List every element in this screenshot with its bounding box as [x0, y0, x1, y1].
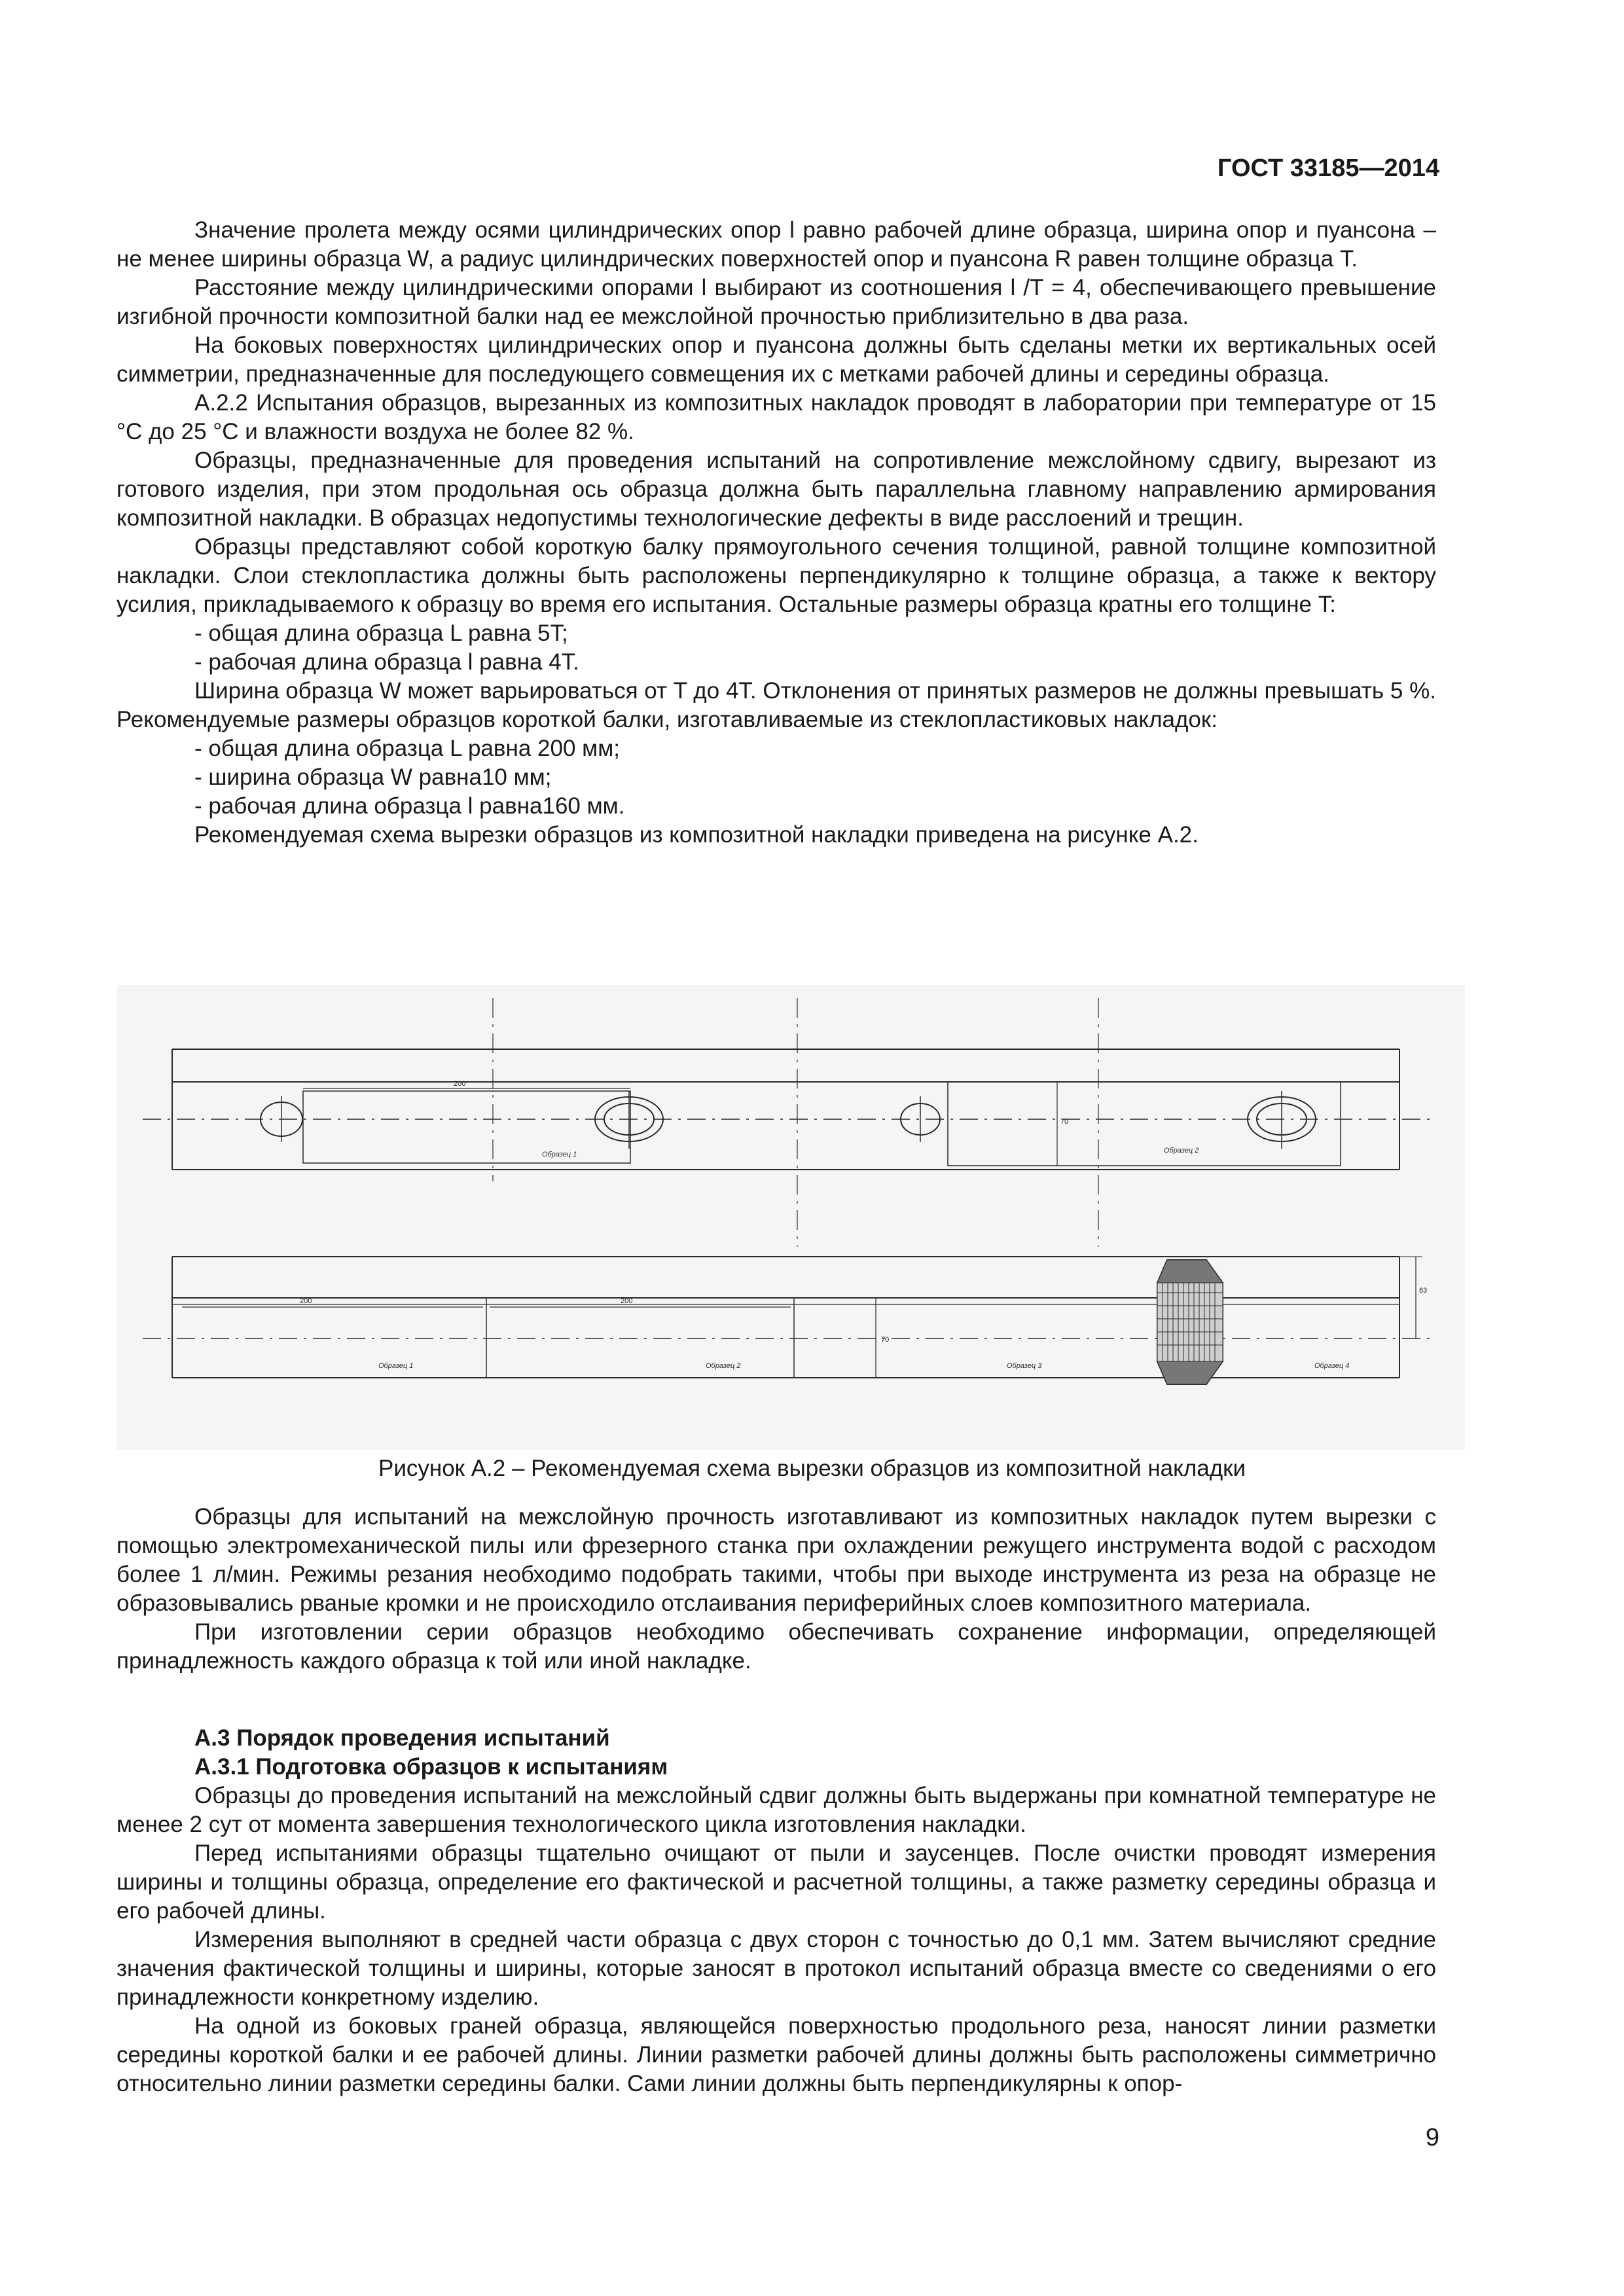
paragraph: Образцы представляют собой короткую балку прямоугольного сечения толщиной, равной толщине композитной накладки. Слои стеклопластика должны быть расположены перпендикулярно к толщине образца, а также к вектору усилия, прикладываемого к образцу во время его испытания. Остальные размеры образца кратны его толщине T:	[117, 534, 1436, 617]
paragraph: Значение пролета между осями цилиндрических опор l равно рабочей длине образца, ширина опор и пуансона – не менее ширины образца W, а радиус цилиндрических поверхностей опор и пуансона R равен толщине образца T.	[117, 217, 1436, 272]
sample-label: Образец 2	[1164, 1147, 1199, 1155]
list-item: - рабочая длина образца l равна160 мм.	[194, 793, 625, 819]
dim-label: 200	[621, 1297, 633, 1305]
paragraph: Ширина образца W может варьироваться от T до 4T. Отклонения от принятых размеров не должны превышать 5 %. Рекомендуемые размеры образцов короткой балки, изготавливаемые из стеклопластиковых накладок:	[117, 678, 1436, 732]
figure-caption: Рисунок А.2 – Рекомендуемая схема вырезки образцов из композитной накладки	[378, 1456, 1246, 1481]
dim-width-label: 70	[1060, 1118, 1069, 1126]
paragraph: Образцы для испытаний на межслойную прочность изготавливают из композитных накладок путем вырезки с помощью электромеханической пилы или фрезерного станка при охлаждении режущего инструмента водой с расходом более 1 л/мин. Режимы резания необходимо подобрать такими, чтобы при выходе инструмента из реза на образце не образовывались рваные кромки и не происходило отслаивания периферийных слоев композитного материала.	[117, 1504, 1436, 1616]
sample-label: Образец 1	[542, 1151, 577, 1158]
dim-width-label: 70	[881, 1336, 890, 1344]
page-number: 9	[1425, 2124, 1439, 2151]
section-heading: А.3 Порядок проведения испытаний	[194, 1725, 610, 1751]
list-item: - общая длина образца L равна 200 мм;	[194, 736, 620, 761]
paragraph: Рекомендуемая схема вырезки образцов из композитной накладки приведена на рисунке А.2.	[194, 822, 1199, 848]
paragraph: Перед испытаниями образцы тщательно очищают от пыли и заусенцев. После очистки проводят измерения ширины и толщины образца, определение его фактической и расчетной толщины, а также разметку середины образца и его рабочей длины.	[117, 1840, 1436, 1924]
top-view	[143, 998, 1432, 1247]
paragraph: Образцы, предназначенные для проведения испытаний на сопротивление межслойному сдвигу, вырезают из готового изделия, при этом продольная ось образца должна быть параллельна главному направлению армирования композитной накладки. В образцах недопустимы технологические дефекты в виде расслоений и трещин.	[117, 448, 1436, 531]
paragraph: На боковых поверхностях цилиндрических опор и пуансона должны быть сделаны метки их вертикальных осей симметрии, предназначенные для последующего совмещения их с метками рабочей длины и середины образца.	[117, 332, 1436, 387]
paragraph: Измерения выполняют в средней части образца с двух сторон с точностью до 0,1 мм. Затем вычисляют средние значения фактической толщины и ширины, которые заносят в протокол испытаний образца вместе со сведениями о его принадлежности конкретному изделию.	[117, 1927, 1436, 2010]
text-block-middle	[117, 1503, 1436, 1676]
sample-label: Образец 1	[378, 1362, 414, 1370]
side-view	[143, 1257, 1432, 1384]
list-item: - ширина образца W равна10 мм;	[194, 764, 552, 790]
sample-label: Образец 3	[1007, 1362, 1042, 1370]
list-item: - рабочая длина образца l равна 4T.	[194, 649, 579, 675]
standard-header: ГОСТ 33185—2014	[1217, 154, 1439, 182]
paragraph: На одной из боковых граней образца, являющейся поверхностью продольного реза, наносят линии разметки середины короткой балки и ее рабочей длины. Линии разметки рабочей длины должны быть расположены симметрично относительно линии разметки середины балки. Сами линии должны быть перпендикулярны к опор-	[117, 2013, 1436, 2096]
dim-length-label: 200	[454, 1080, 466, 1088]
cutting-scheme-figure	[117, 985, 1465, 1450]
cutting-scheme-drawing	[117, 985, 1465, 1450]
dim-label: 200	[300, 1297, 312, 1305]
text-block-upper	[117, 216, 1436, 850]
sample-label: Образец 4	[1314, 1362, 1350, 1370]
paragraph: А.2.2 Испытания образцов, вырезанных из композитных накладок проводят в лаборатории при температуре от 15 °С до 25 °С и влажности воздуха не более 82 %.	[117, 390, 1436, 444]
paragraph: Образцы до проведения испытаний на межслойный сдвиг должны быть выдержаны при комнатной температуре не менее 2 сут от момента завершения технологического цикла изготовления накладки.	[117, 1783, 1436, 1837]
sample-label: Образец 2	[706, 1362, 741, 1370]
paragraph: При изготовлении серии образцов необходимо обеспечивать сохранение информации, определяющей принадлежность каждого образца к той или иной накладке.	[117, 1619, 1436, 1674]
text-block-lower	[117, 1724, 1436, 2098]
dim-height-label: 63	[1419, 1287, 1428, 1295]
paragraph: Расстояние между цилиндрическими опорами l выбирают из соотношения l /T = 4, обеспечивающего превышение изгибной прочности композитной балки над ее межслойной прочностью приблизительно в два раза.	[117, 275, 1436, 329]
subsection-heading: А.3.1 Подготовка образцов к испытаниям	[194, 1754, 668, 1780]
list-item: - общая длина образца L равна 5T;	[194, 620, 568, 646]
